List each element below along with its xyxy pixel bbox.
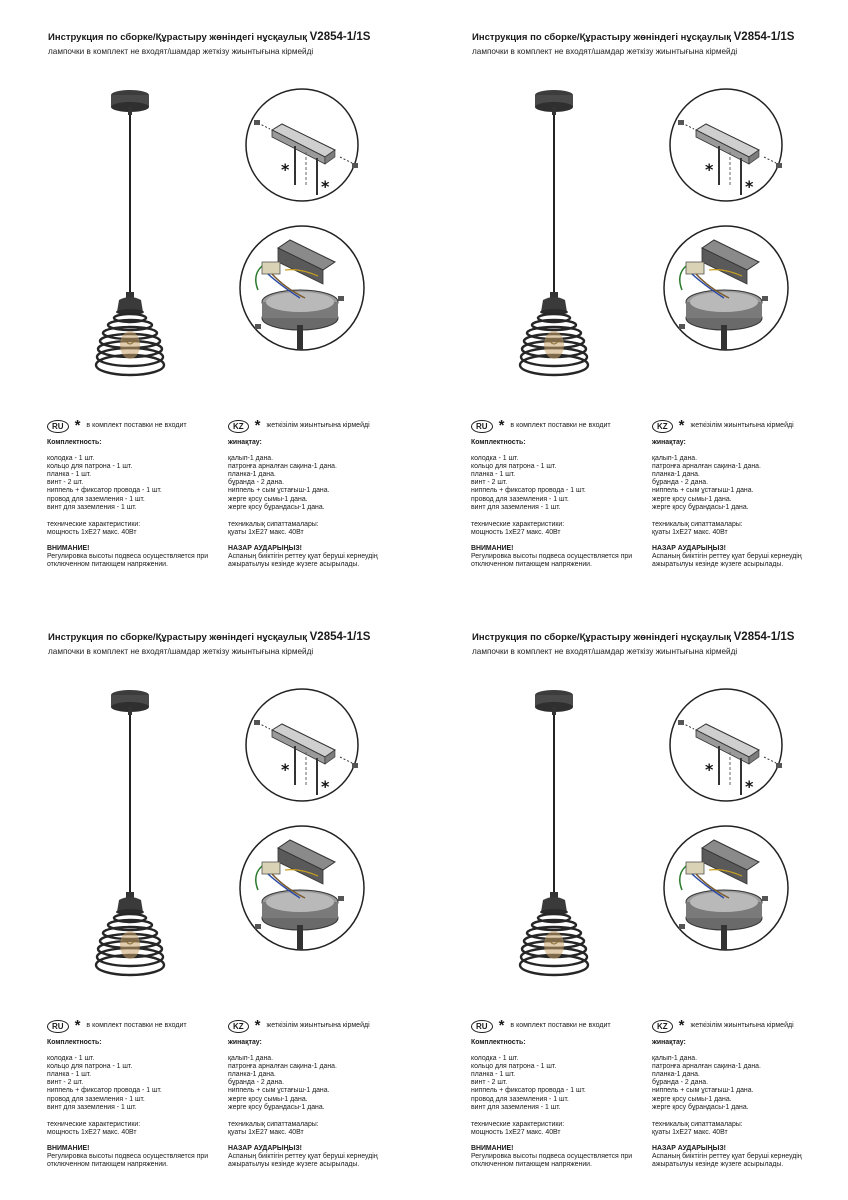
list-item: ниппель + фиксатор провода - 1 шт. bbox=[47, 487, 162, 495]
star-mark: * bbox=[281, 760, 290, 779]
not-included-note: в комплект поставки не входит bbox=[510, 421, 611, 429]
pendant-lamp-image bbox=[520, 90, 588, 375]
list-item: ниппель + фиксатор провода - 1 шт. bbox=[471, 487, 586, 495]
list-item: колодка - 1 шт. bbox=[471, 1055, 519, 1063]
warning-title: ВНИМАНИЕ! bbox=[47, 544, 90, 552]
kz-badge: KZ bbox=[228, 1020, 249, 1033]
warning-title: ВНИМАНИЕ! bbox=[47, 1144, 90, 1152]
list-item: кольцо для патрона - 1 шт. bbox=[47, 1063, 133, 1071]
star-icon: * bbox=[74, 417, 81, 434]
warning-text: Аспаның биіктігін реттеу қуат беруші кернеудің ажыратылуы кезінде жүзеге асырылады. bbox=[228, 1153, 378, 1169]
contents-list bbox=[471, 455, 661, 512]
contents-list bbox=[228, 455, 420, 512]
list-item: планка - 1 шт. bbox=[47, 1071, 92, 1079]
list-item: планка - 1 шт. bbox=[47, 471, 92, 479]
list-item: бұранда - 2 дана. bbox=[228, 479, 284, 487]
list-item: провод для заземления - 1 шт. bbox=[47, 1095, 145, 1103]
list-item: ниппель + фиксатор провода - 1 шт. bbox=[471, 1087, 586, 1095]
list-item: винт - 2 шт. bbox=[471, 479, 508, 487]
tech-value: қуаты 1хЕ27 макс. 40Вт bbox=[652, 528, 728, 536]
contents-list bbox=[47, 1055, 237, 1112]
warning-title: ВНИМАНИЕ! bbox=[471, 1144, 514, 1152]
list-item: планка - 1 шт. bbox=[471, 1071, 516, 1079]
list-item: планка-1 дана. bbox=[652, 1071, 700, 1079]
list-item: винт для заземления - 1 шт. bbox=[47, 503, 137, 511]
bulbs-note: лампочки в комплект не входят/шамдар жеткізу жиынтығына кірмейді bbox=[472, 47, 738, 56]
list-item: ниппель + сым ұстағыш-1 дана. bbox=[652, 487, 754, 495]
tech-value: қуаты 1хЕ27 макс. 40Вт bbox=[228, 528, 304, 536]
tech-title: техникалық сипаттамалары: bbox=[228, 1120, 319, 1128]
warning-title: ВНИМАНИЕ! bbox=[471, 544, 514, 552]
not-included-note: жеткізілім жиынтығына кірмейді bbox=[690, 421, 794, 429]
instruction-title: Инструкция по сборке/Құрастыру жөніндегі нұсқаулық V2854-1/1S bbox=[48, 631, 371, 643]
star-mark: * bbox=[705, 160, 714, 179]
warning-text: Регулировка высоты подвеса осуществляется при отключенном питающем напряжении. bbox=[471, 1153, 633, 1169]
warning-text: Регулировка высоты подвеса осуществляется при отключенном питающем напряжении. bbox=[47, 1153, 209, 1169]
list-item: жерге қосу сымы-1 дана. bbox=[652, 495, 732, 503]
warning-text: Регулировка высоты подвеса осуществляется при отключенном питающем напряжении. bbox=[471, 553, 633, 569]
warning-title: НАЗАР АУДАРЫҢЫЗ! bbox=[652, 1144, 726, 1152]
contents-title: жинақтау: bbox=[228, 1039, 262, 1046]
tech-title: техникалық сипаттамалары: bbox=[228, 520, 319, 528]
canopy-wiring-detail bbox=[240, 826, 364, 950]
instruction-panel bbox=[424, 0, 848, 600]
list-item: ниппель + фиксатор провода - 1 шт. bbox=[47, 1087, 162, 1095]
list-item: патронға арналған сақина-1 дана. bbox=[228, 463, 337, 471]
not-included-note: в комплект поставки не входит bbox=[86, 421, 187, 429]
list-item: винт - 2 шт. bbox=[47, 479, 84, 487]
model-code: V2854-1/1S bbox=[309, 31, 371, 43]
contents-title: жинақтау: bbox=[228, 439, 262, 446]
list-item: ниппель + сым ұстағыш-1 дана. bbox=[228, 487, 330, 495]
contents-title: жинақтау: bbox=[652, 1039, 686, 1046]
ru-badge: RU bbox=[47, 420, 69, 433]
kz-column bbox=[228, 419, 420, 569]
contents-title: жинақтау: bbox=[652, 439, 686, 446]
star-mark: * bbox=[745, 777, 754, 796]
list-item: кольцо для патрона - 1 шт. bbox=[47, 463, 133, 471]
tech-value: мощность 1хЕ27 макс. 40Вт bbox=[471, 528, 561, 536]
star-icon: * bbox=[498, 417, 505, 434]
not-included-note: жеткізілім жиынтығына кірмейді bbox=[266, 1021, 370, 1029]
kz-column bbox=[652, 1019, 844, 1169]
tech-title: техникалық сипаттамалары: bbox=[652, 1120, 743, 1128]
mounting-bracket-detail bbox=[670, 89, 782, 201]
list-item: планка-1 дана. bbox=[228, 471, 276, 479]
warning-text: Аспаның биіктігін реттеу қуат беруші кернеудің ажыратылуы кезінде жүзеге асырылады. bbox=[652, 1153, 802, 1169]
not-included-note: в комплект поставки не входит bbox=[86, 1021, 187, 1029]
list-item: жерге қосу сымы-1 дана. bbox=[652, 1095, 732, 1103]
contents-list bbox=[228, 1055, 420, 1112]
list-item: планка - 1 шт. bbox=[471, 471, 516, 479]
tech-title: технические характеристики: bbox=[47, 520, 141, 528]
warning-title: НАЗАР АУДАРЫҢЫЗ! bbox=[228, 1144, 302, 1152]
kz-badge: KZ bbox=[652, 1020, 673, 1033]
bulbs-note: лампочки в комплект не входят/шамдар жеткізу жиынтығына кірмейді bbox=[48, 647, 314, 656]
kz-badge: KZ bbox=[652, 420, 673, 433]
list-item: ниппель + сым ұстағыш-1 дана. bbox=[228, 1087, 330, 1095]
list-item: бұранда - 2 дана. bbox=[652, 479, 708, 487]
star-icon: * bbox=[254, 1017, 261, 1034]
list-item: провод для заземления - 1 шт. bbox=[471, 495, 569, 503]
list-item: винт для заземления - 1 шт. bbox=[471, 1103, 561, 1111]
ru-badge: RU bbox=[471, 420, 493, 433]
mounting-bracket-detail bbox=[246, 689, 358, 801]
contents-list bbox=[47, 455, 237, 512]
list-item: планка-1 дана. bbox=[652, 471, 700, 479]
tech-title: технические характеристики: bbox=[471, 1120, 565, 1128]
instruction-panel bbox=[424, 600, 848, 1200]
star-mark: * bbox=[281, 160, 290, 179]
model-code: V2854-1/1S bbox=[733, 31, 795, 43]
contents-list bbox=[471, 1055, 661, 1112]
list-item: патронға арналған сақина-1 дана. bbox=[652, 463, 761, 471]
bulbs-note: лампочки в комплект не входят/шамдар жеткізу жиынтығына кірмейді bbox=[472, 647, 738, 656]
list-item: қалып-1 дана. bbox=[652, 1055, 697, 1063]
warning-text: Регулировка высоты подвеса осуществляется при отключенном питающем напряжении. bbox=[47, 553, 209, 569]
star-icon: * bbox=[678, 417, 685, 434]
list-item: бұранда - 2 дана. bbox=[228, 1079, 284, 1087]
canopy-wiring-detail bbox=[664, 226, 788, 350]
star-icon: * bbox=[678, 1017, 685, 1034]
list-item: колодка - 1 шт. bbox=[47, 455, 95, 463]
list-item: колодка - 1 шт. bbox=[47, 1055, 95, 1063]
star-icon: * bbox=[74, 1017, 81, 1034]
instruction-panel bbox=[0, 0, 424, 600]
tech-value: мощность 1хЕ27 макс. 40Вт bbox=[47, 1128, 137, 1136]
tech-title: техникалық сипаттамалары: bbox=[652, 520, 743, 528]
ru-badge: RU bbox=[47, 1020, 69, 1033]
star-mark: * bbox=[705, 760, 714, 779]
canopy-wiring-detail bbox=[664, 826, 788, 950]
ru-badge: RU bbox=[471, 1020, 493, 1033]
list-item: жерге қосу бұрандасы-1 дана. bbox=[228, 503, 325, 511]
pendant-lamp-image bbox=[96, 690, 164, 975]
kz-badge: KZ bbox=[228, 420, 249, 433]
contents-title: Комплектность: bbox=[471, 1039, 526, 1046]
list-item: бұранда - 2 дана. bbox=[652, 1079, 708, 1087]
list-item: патронға арналған сақина-1 дана. bbox=[228, 1063, 337, 1071]
list-item: қалып-1 дана. bbox=[228, 455, 273, 463]
star-mark: * bbox=[745, 177, 754, 196]
not-included-note: жеткізілім жиынтығына кірмейді bbox=[690, 1021, 794, 1029]
list-item: патронға арналған сақина-1 дана. bbox=[652, 1063, 761, 1071]
list-item: планка-1 дана. bbox=[228, 1071, 276, 1079]
canopy-wiring-detail bbox=[240, 226, 364, 350]
contents-title: Комплектность: bbox=[47, 1039, 102, 1046]
list-item: колодка - 1 шт. bbox=[471, 455, 519, 463]
tech-title: технические характеристики: bbox=[47, 1120, 141, 1128]
ru-column bbox=[47, 1019, 237, 1169]
tech-value: мощность 1хЕ27 макс. 40Вт bbox=[471, 1128, 561, 1136]
star-mark: * bbox=[321, 777, 330, 796]
list-item: провод для заземления - 1 шт. bbox=[47, 495, 145, 503]
instruction-title: Инструкция по сборке/Құрастыру жөніндегі нұсқаулық V2854-1/1S bbox=[472, 631, 795, 643]
bulbs-note: лампочки в комплект не входят/шамдар жеткізу жиынтығына кірмейді bbox=[48, 47, 314, 56]
contents-title: Комплектность: bbox=[471, 439, 526, 446]
list-item: винт для заземления - 1 шт. bbox=[47, 1103, 137, 1111]
tech-value: қуаты 1хЕ27 макс. 40Вт bbox=[652, 1128, 728, 1136]
warning-text: Аспаның биіктігін реттеу қуат беруші кернеудің ажыратылуы кезінде жүзеге асырылады. bbox=[652, 553, 802, 569]
warning-title: НАЗАР АУДАРЫҢЫЗ! bbox=[228, 544, 302, 552]
list-item: қалып-1 дана. bbox=[228, 1055, 273, 1063]
not-included-note: жеткізілім жиынтығына кірмейді bbox=[266, 421, 370, 429]
mounting-bracket-detail bbox=[246, 89, 358, 201]
list-item: жерге қосу сымы-1 дана. bbox=[228, 1095, 308, 1103]
contents-list bbox=[652, 455, 844, 512]
instruction-panel bbox=[0, 600, 424, 1200]
star-icon: * bbox=[254, 417, 261, 434]
list-item: қалып-1 дана. bbox=[652, 455, 697, 463]
not-included-note: в комплект поставки не входит bbox=[510, 1021, 611, 1029]
list-item: жерге қосу бұрандасы-1 дана. bbox=[228, 1103, 325, 1111]
list-item: кольцо для патрона - 1 шт. bbox=[471, 1063, 557, 1071]
pendant-lamp-image bbox=[96, 90, 164, 375]
contents-list bbox=[652, 1055, 844, 1112]
ru-column bbox=[47, 419, 237, 569]
instruction-title: Инструкция по сборке/Құрастыру жөніндегі нұсқаулық V2854-1/1S bbox=[48, 31, 371, 43]
ru-column bbox=[471, 419, 661, 569]
contents-title: Комплектность: bbox=[47, 439, 102, 446]
warning-title: НАЗАР АУДАРЫҢЫЗ! bbox=[652, 544, 726, 552]
instruction-title: Инструкция по сборке/Құрастыру жөніндегі нұсқаулық V2854-1/1S bbox=[472, 31, 795, 43]
warning-text: Аспаның биіктігін реттеу қуат беруші кернеудің ажыратылуы кезінде жүзеге асырылады. bbox=[228, 553, 378, 569]
list-item: жерге қосу бұрандасы-1 дана. bbox=[652, 1103, 749, 1111]
mounting-bracket-detail bbox=[670, 689, 782, 801]
star-mark: * bbox=[321, 177, 330, 196]
model-code: V2854-1/1S bbox=[309, 631, 371, 643]
list-item: винт - 2 шт. bbox=[47, 1079, 84, 1087]
list-item: винт для заземления - 1 шт. bbox=[471, 503, 561, 511]
ru-column bbox=[471, 1019, 661, 1169]
tech-value: қуаты 1хЕ27 макс. 40Вт bbox=[228, 1128, 304, 1136]
model-code: V2854-1/1S bbox=[733, 631, 795, 643]
kz-column bbox=[228, 1019, 420, 1169]
kz-column bbox=[652, 419, 844, 569]
star-icon: * bbox=[498, 1017, 505, 1034]
list-item: жерге қосу сымы-1 дана. bbox=[228, 495, 308, 503]
tech-title: технические характеристики: bbox=[471, 520, 565, 528]
pendant-lamp-image bbox=[520, 690, 588, 975]
list-item: провод для заземления - 1 шт. bbox=[471, 1095, 569, 1103]
list-item: винт - 2 шт. bbox=[471, 1079, 508, 1087]
list-item: кольцо для патрона - 1 шт. bbox=[471, 463, 557, 471]
list-item: жерге қосу бұрандасы-1 дана. bbox=[652, 503, 749, 511]
tech-value: мощность 1хЕ27 макс. 40Вт bbox=[47, 528, 137, 536]
list-item: ниппель + сым ұстағыш-1 дана. bbox=[652, 1087, 754, 1095]
